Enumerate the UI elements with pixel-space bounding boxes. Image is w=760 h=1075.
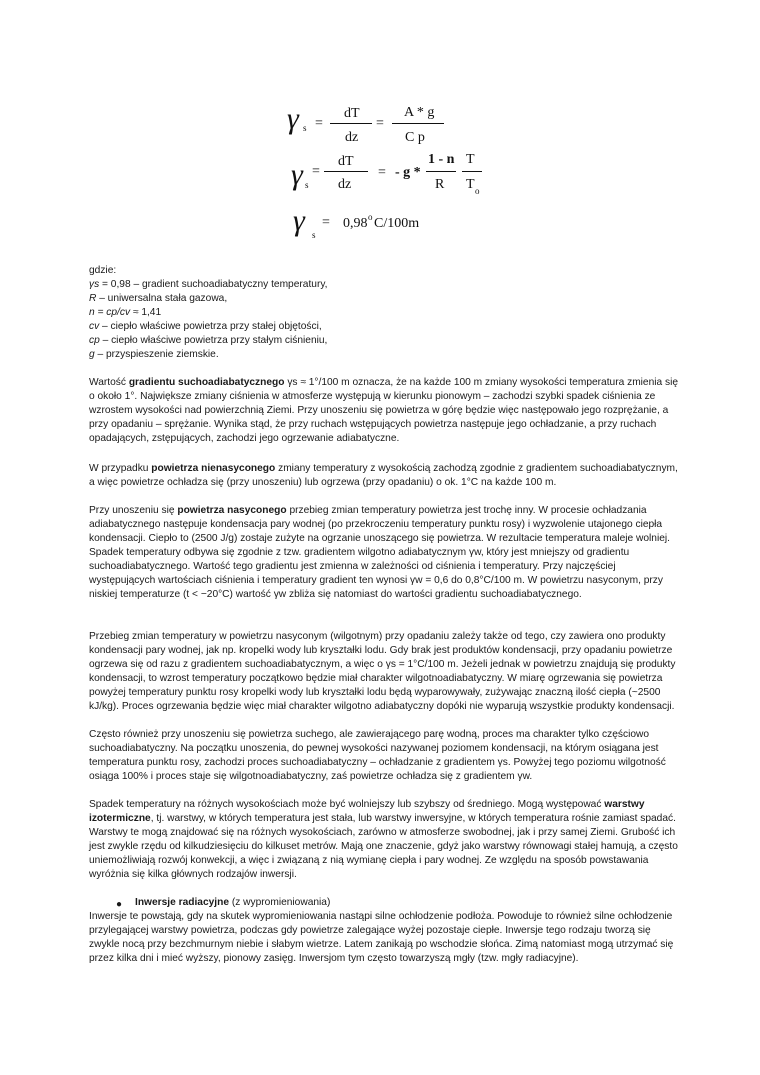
unit: C/100m (374, 216, 420, 231)
gamma-symbol: γ (287, 102, 299, 135)
definition-text: ≈ 1,41 (130, 307, 162, 318)
symbol: γs (89, 279, 100, 290)
fraction-line (324, 171, 368, 172)
definition-item (89, 320, 679, 334)
equals-sign: = (315, 116, 323, 131)
paragraph-text: Często również przy unoszeniu się powietrza suchego, ale zawierającego parę wodną, proces ma charakter tylko częściowo suchoadiabatyczny. Na początku unoszenia, do pewnej wysokości nazywanej poziomem kondensacji, na którym osiągana jest temperatura punktu rosy, zachodzi proces suchoadiabatyczny – ochładzanie z gradientem γs. Powyżej tego poziomu wilgotność osiąga 100% i proces staje się wilgotnoadiabatyczny, zaś powietrze ochładza się z gradientem γw. (89, 729, 666, 782)
denominator: dz (345, 130, 359, 145)
definition-text: – ciepło właściwe powietrza przy stałym ciśnieniu, (99, 335, 328, 346)
equals-sign: = (376, 116, 384, 131)
paragraph-isothermal-layers (89, 798, 679, 882)
paragraph-saturated-air (89, 504, 679, 602)
definition-item (89, 348, 679, 362)
gamma-symbol: γ (293, 204, 305, 237)
value: 0,98 (343, 216, 368, 231)
paragraph-text: Inwersje te powstają, gdy na skutek wypromieniowania nastąpi silne ochłodzenie podłoża. Powoduje to również silne ochłodzenie przylegającej warstwy powietrza, podczas gdy powietrze zalegające wyżej pozostaje ciepłe. Inwersje tego rodzaju tworzą się zwykle nocą przy bezchmurnym niebie i słabym wietrze. Latem zanikają po wschodzie słońca. Zimą natomiast mogą utrzymać się przez kilka dni i mieć wyższy, pionowy zasięg. Inwersjom tym często towarzyszą mgły (tzw. mgły radiacyjne). (89, 911, 674, 964)
text-span: Przy unoszeniu się (89, 505, 178, 516)
symbol: cv (89, 321, 100, 332)
definition-text: – uniwersalna stała gazowa, (96, 293, 228, 304)
paragraph-text: Przebieg zmian temperatury w powietrzu nasyconym (wilgotnym) przy opadaniu zależy także od tego, czy zawiera ono produkty kondensacji pary wodnej, jak np. kropelki wody lub kryształki lodu. Gdy brak jest produktów kondensacji, przy opadaniu powietrze ogrzewa się od razu z gradientem suchoadiabatycznym, a więc o γs = 1°C/100 m. Jeżeli jednak w powietrzu znajdują się produkty kondensacji, to wzrost temperatury początkowo będzie miał charakter wilgotnoadiabatyczny. W miarę ogrzewania się powietrza powyżej temperatury punktu rosy kropelki wody lub kryształki lodu będą wyparowywały, zużywając znaczną ilość ciepła (~2500 kJ/kg). Proces ogrzewania będzie więc miał charakter wilgotno adiabatyczny dopóki nie wyparują wszystkie produkty kondensacji. (89, 631, 676, 712)
subscript: s (305, 180, 309, 190)
subscript: s (312, 230, 316, 240)
symbol: R (89, 293, 97, 304)
subscript: s (303, 123, 307, 133)
definition-item (89, 334, 679, 348)
equals-sign: = (322, 215, 330, 230)
definitions-intro: gdzie: (89, 265, 117, 276)
text-span: zmiany temperatury z wysokością zachodzą zgodnie z gradientem suchoadiabatycznym, a więc powietrze ochładza się (przy unoszeniu) lub ogrzewa (przy opadaniu) o ok. 1°C na każde 100 m. (89, 463, 678, 488)
gamma-symbol: γ (291, 158, 303, 191)
numerator: dT (344, 106, 360, 121)
numerator: dT (338, 154, 354, 169)
definition-item (89, 292, 679, 306)
text-span: γs ≈ 1°/100 m oznacza, że na każde 100 m zmiany wysokości temperatura zmienia się o około 1°. Największe zmiany ciśnienia w atmosferze występują w kierunku pionowym – zachodzi szybki spadek ciśnienia ze wzrostem wysokości nad powierzchnią Ziemi. Przy unoszeniu się powietrza w górę będzie więc następowało jego rozprężanie, a przy opadaniu – sprężanie. Wynika stąd, że przy ruchach wstępujących powietrza następuje jego ochładzanie, a przy ruchach opadających, zstępujących, zachodzi jego ogrzewanie adiabatyczne. (89, 377, 679, 444)
text-span: Wartość (89, 377, 129, 388)
fraction-line (392, 123, 444, 124)
definition-text: – przyspieszenie ziemskie. (94, 349, 219, 360)
text-span: (z wypromieniowania) (229, 897, 331, 908)
equals-sign: = (312, 164, 320, 179)
degree-symbol: o (368, 212, 373, 222)
symbol: g (89, 349, 95, 360)
denominator: R (435, 177, 445, 192)
operator: - g * (395, 165, 421, 180)
symbol: n = cp/cv (89, 307, 131, 318)
paragraph-descending-air (89, 630, 679, 714)
equals-sign: = (378, 165, 386, 180)
definitions-list (89, 264, 679, 362)
paragraph-radiation-inversions (89, 910, 679, 966)
denominator: dz (338, 177, 352, 192)
paragraph-dry-adiabatic (89, 376, 679, 446)
bold-term: warstwy izotermiczne (89, 799, 645, 824)
bold-term: powietrza nasyconego (177, 505, 287, 516)
denominator: C p (405, 130, 425, 145)
paragraph-partial-adiabatic (89, 728, 679, 784)
text-span: przebieg zmian temperatury powietrza jest trochę inny. W procesie ochładzania adiabatycznego następuje kondensacja pary wodnej (po przekroczeniu temperatury punktu rosy) i wyzwolenie utajonego ciepła kondensacji. Ciepło to (2500 J/g) zostaje zużyte na ogrzanie unoszącego się powietrza. W rezultacie temperatura maleje wolniej. Spadek temperatury odbywa się zgodnie z tzw. gradientem wilgotno adiabatycznym γw, który jest mniejszy od gradientu suchoadiabatycznego. Wartość tego gradientu jest zmienna w zależności od ciśnienia i temperatury. Przy najczęściej występujących wartościach ciśnienia i temperatury gradient ten wynosi γw = 0,6 do 0,8°C/100 m. W powietrzu nasyconym, przy niskiej temperaturze (t < −20°C) wartość γw zbliża się natomiast do wartości gradientu suchoadiabatycznego. (89, 505, 670, 600)
text-span: W przypadku (89, 463, 152, 474)
text-span: , tj. warstwy, w których temperatura jest stała, lub warstwy inwersyjne, w których temperatura rośnie zamiast spadać. Warstwy te mogą znajdować się na różnych wysokościach, zarówno w atmosferze swobodnej, jak i przy samej Ziemi. Grubość ich jest zwykle rzędu od kilkudziesięciu do kilkuset metrów. Mają one znaczenie, gdyż jako warstwy równowagi stałej hamują, a często uniemożliwiają rozwój konwekcji, a więc i związaną z nią wymianę ciepła i pary wodnej. Ze względu na sposób powstawania wyróżnia się kilka głównych rodzajów inwersji. (89, 813, 678, 880)
bold-term: gradientu suchoadiabatycznego (128, 377, 285, 388)
bullet-icon: ● (116, 899, 123, 910)
numerator: A * g (404, 105, 435, 120)
bullet-heading (135, 896, 330, 910)
bold-term: Inwersje radiacyjne (135, 897, 230, 908)
text-span: Spadek temperatury na różnych wysokościach może być wolniejszy lub szybszy od średniego. Mogą występować (89, 799, 605, 810)
symbol: cp (89, 335, 100, 346)
definition-text: = 0,98 – gradient suchoadiabatyczny temperatury, (99, 279, 328, 290)
definition-item (89, 306, 679, 320)
denominator: T (466, 177, 475, 192)
bold-term: powietrza nienasyconego (151, 463, 276, 474)
definition-item (89, 278, 679, 292)
fraction-line (462, 171, 482, 172)
numerator: T (466, 152, 475, 167)
subscript: o (475, 186, 480, 196)
definition-text: – ciepło właściwe powietrza przy stałej objętości, (99, 321, 322, 332)
numerator: 1 - n (428, 152, 455, 167)
fraction-line (426, 171, 456, 172)
fraction-line (330, 123, 372, 124)
paragraph-unsaturated-air (89, 462, 679, 490)
